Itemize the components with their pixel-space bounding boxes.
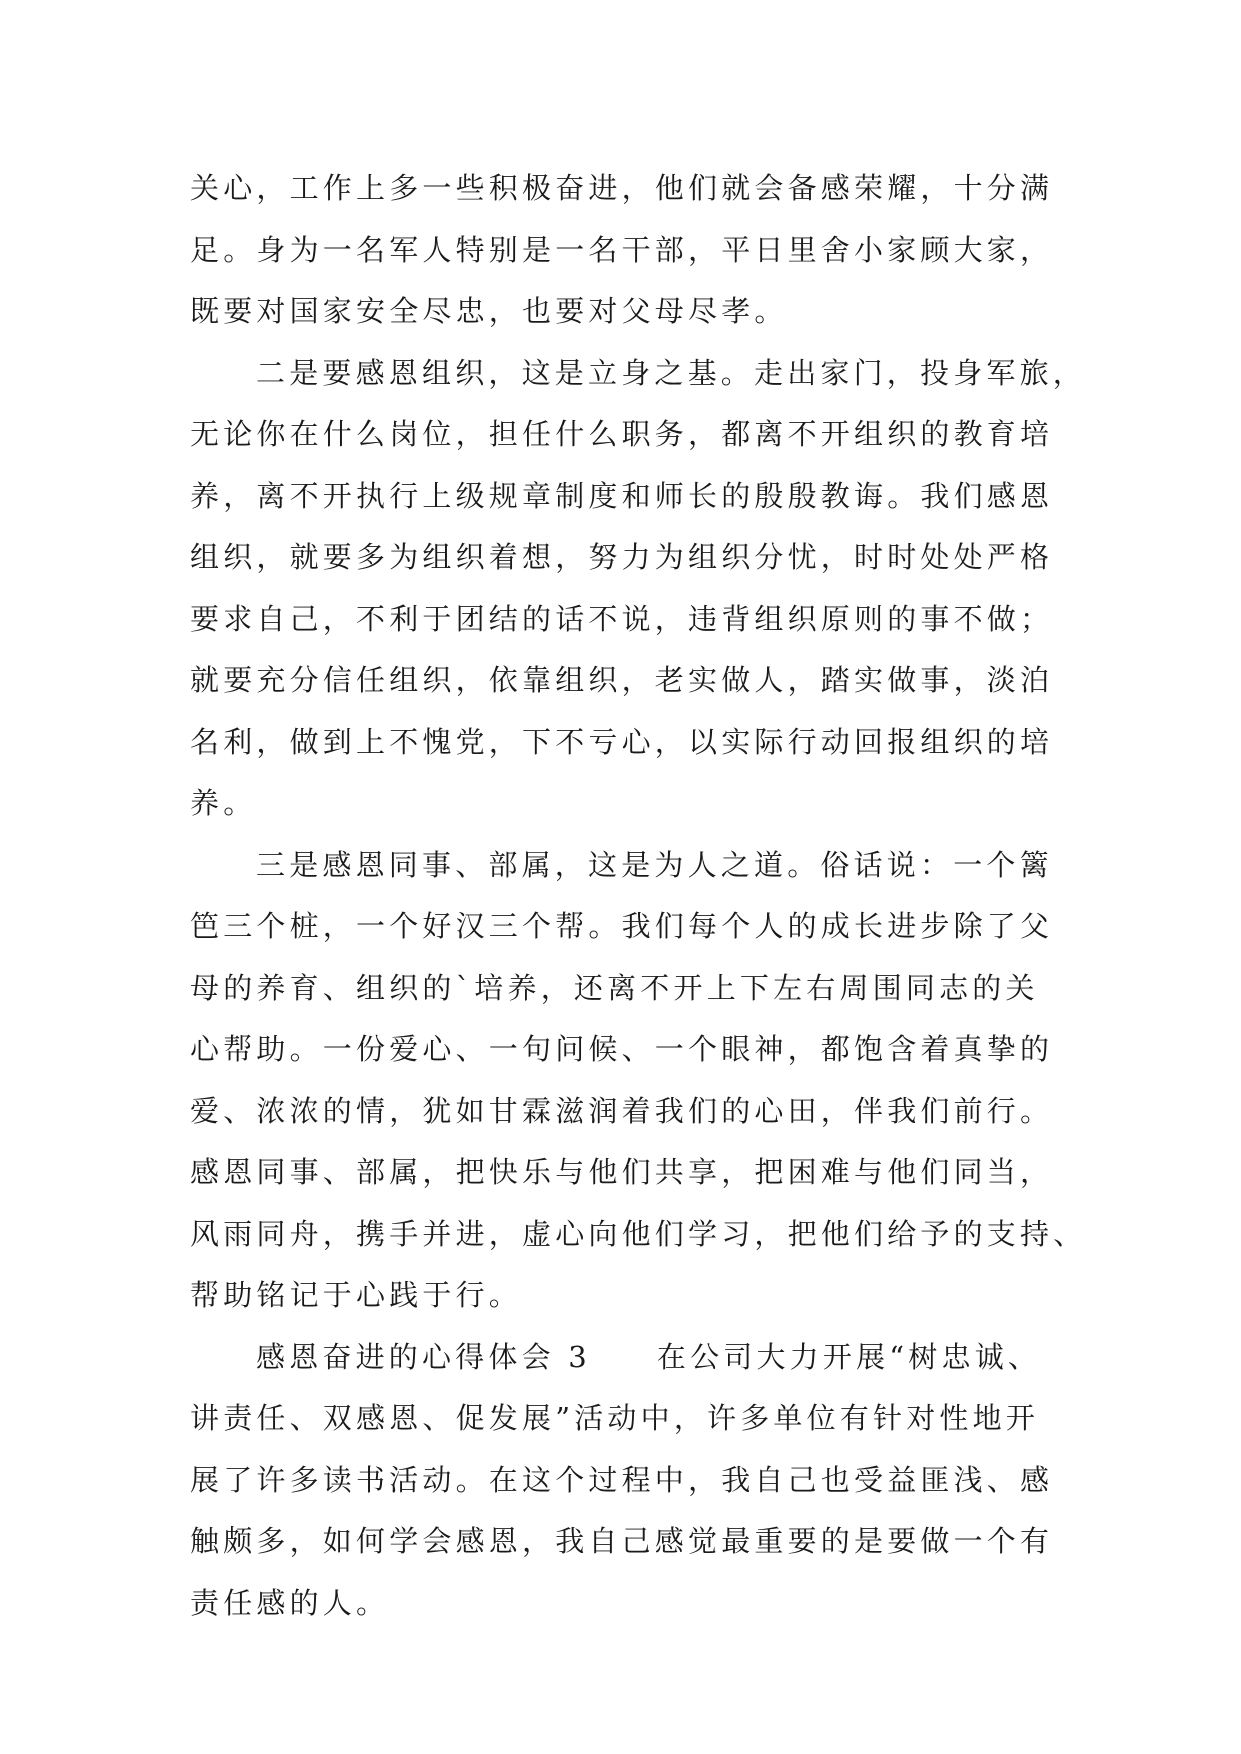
- section-heading-line: [190, 1327, 1052, 1389]
- text-line: 养。: [190, 786, 257, 820]
- paragraph-start-line: 二是要感恩组织，这是立身之基。走出家门，投身军旅，: [256, 355, 1087, 390]
- section-heading-continuation: 在公司大力开展“树忠诚、: [656, 1339, 1042, 1374]
- section-heading-title: 感恩奋进的心得体会 3: [256, 1339, 591, 1374]
- text-line: 足。身为一名军人特别是一名干部，平日里舍小家顾大家，: [190, 232, 1054, 267]
- text-line: 感恩同事、部属，把快乐与他们共享，把困难与他们同当，: [190, 1155, 1054, 1189]
- text-line: 就要充分信任组织，依靠组织，老实做人，踏实做事，淡泊: [190, 663, 1054, 697]
- paragraph-start-line: 三是感恩同事、部属，这是为人之道。俗话说：一个篱: [256, 847, 1053, 882]
- document-body: [190, 158, 1087, 1634]
- text-line: 养，离不开执行上级规章制度和师长的殷殷教诲。我们感恩: [190, 478, 1054, 513]
- text-line: 爱、浓浓的情，犹如甘霖滋润着我们的心田，伴我们前行。: [190, 1093, 1054, 1128]
- text-line: 母的养育、组织的`培养，还离不开上下左右周围同志的关: [190, 970, 1039, 1005]
- text-line: 名利，做到上不愧党，下不亏心，以实际行动回报组织的培: [190, 724, 1054, 759]
- text-line: 笆三个桩，一个好汉三个帮。我们每个人的成长进步除了父: [190, 909, 1054, 943]
- text-line: 风雨同舟，携手并进，虚心向他们学习，把他们给予的支持、: [190, 1216, 1087, 1251]
- text-line: 组织，就要多为组织着想，努力为组织分忧，时时处处严格: [190, 540, 1054, 574]
- text-line: 讲责任、双感恩、促发展”活动中，许多单位有针对性地开: [190, 1401, 1040, 1435]
- text-line: 心帮助。一份爱心、一句问候、一个眼神，都饱含着真挚的: [190, 1032, 1054, 1066]
- text-line: 既要对国家安全尽忠，也要对父母尽孝。: [190, 294, 788, 328]
- text-line: 关心，工作上多一些积极奋进，他们就会备感荣耀，十分满: [190, 171, 1054, 205]
- text-line: 要求自己，不利于团结的话不说，违背组织原则的事不做；: [190, 601, 1054, 636]
- text-line: 触颇多，如何学会感恩，我自己感觉最重要的是要做一个有: [190, 1524, 1054, 1558]
- text-line: 展了许多读书活动。在这个过程中，我自己也受益匪浅、感: [190, 1462, 1054, 1497]
- text-line: 无论你在什么岗位，担任什么职务，都离不开组织的教育培: [190, 417, 1054, 451]
- text-line: 责任感的人。: [190, 1585, 390, 1620]
- text-line: 帮助铭记于心践于行。: [190, 1278, 523, 1312]
